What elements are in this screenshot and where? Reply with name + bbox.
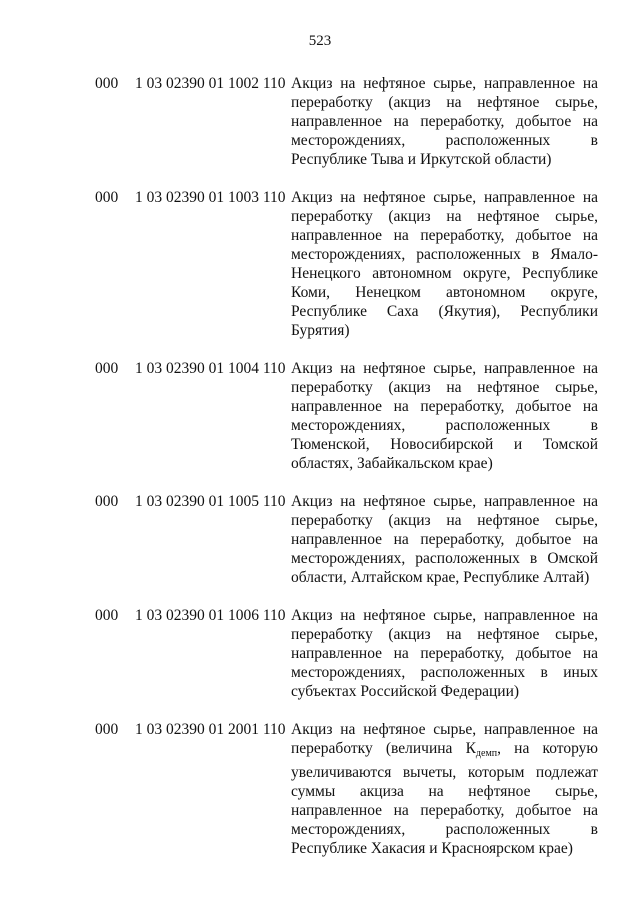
- admin-code: 000: [95, 721, 119, 738]
- admin-code: 000: [95, 75, 119, 92]
- list-item: [95, 720, 605, 858]
- list-item: [95, 359, 605, 473]
- kbk-code: 1 03 02390 01 2001 110: [135, 721, 286, 738]
- entry-description: Акциз на нефтяное сырье, направленное на переработку (акциз на нефтяное сырье, направленное на переработку, добытое на месторождениях, расположенных в Республике Тыва и Иркутской области): [291, 75, 598, 168]
- page-number: 523: [308, 33, 332, 49]
- list-item: [95, 492, 605, 587]
- entry-description: [291, 720, 598, 858]
- list-item: [95, 74, 605, 169]
- entry-description: Акциз на нефтяное сырье, направленное на переработку (акциз на нефтяное сырье, направленное на переработку, добытое на месторождениях, расположенных в Омской области, Алтайском крае, Республике Алтай): [291, 493, 598, 586]
- list-item: [95, 188, 605, 340]
- kbk-code: 1 03 02390 01 1003 110: [135, 189, 286, 206]
- coefficient-subscript: демп: [475, 748, 498, 759]
- list-item: [95, 606, 605, 701]
- admin-code: 000: [95, 493, 119, 510]
- admin-code: 000: [95, 607, 119, 624]
- description-part-after: , на которую увеличиваются вычеты, которым подлежат суммы акциза на нефтяное сырье, направленное на переработку, добытое на месторождениях, расположенных в Республике Хакасия и Красноярском крае): [291, 740, 598, 857]
- kbk-code: 1 03 02390 01 1005 110: [135, 493, 286, 510]
- entry-description: Акциз на нефтяное сырье, направленное на переработку (акциз на нефтяное сырье, направленное на переработку, добытое на месторождениях, расположенных в иных субъектах Российской Федерации): [291, 607, 598, 700]
- admin-code: 000: [95, 189, 119, 206]
- kbk-code: 1 03 02390 01 1004 110: [135, 360, 286, 377]
- kbk-code: 1 03 02390 01 1006 110: [135, 607, 286, 624]
- kbk-code: 1 03 02390 01 1002 110: [135, 75, 286, 92]
- entry-description: Акциз на нефтяное сырье, направленное на переработку (акциз на нефтяное сырье, направленное на переработку, добытое на месторождениях, расположенных в Ямало-Ненецкого автономном округе, Республике Коми, Ненецком автономном округе, Республике Саха (Якутия), Республики Бурятия): [291, 189, 598, 339]
- description-part-before: Акциз на нефтяное сырье, направленное на переработку (величина К: [291, 721, 598, 757]
- admin-code: 000: [95, 360, 119, 377]
- entries-list: [95, 74, 605, 877]
- entry-description: Акциз на нефтяное сырье, направленное на переработку (акциз на нефтяное сырье, направленное на переработку, добытое на месторождениях, расположенных в Тюменской, Новосибирской и Томской областях, Забайкальском крае): [291, 360, 598, 472]
